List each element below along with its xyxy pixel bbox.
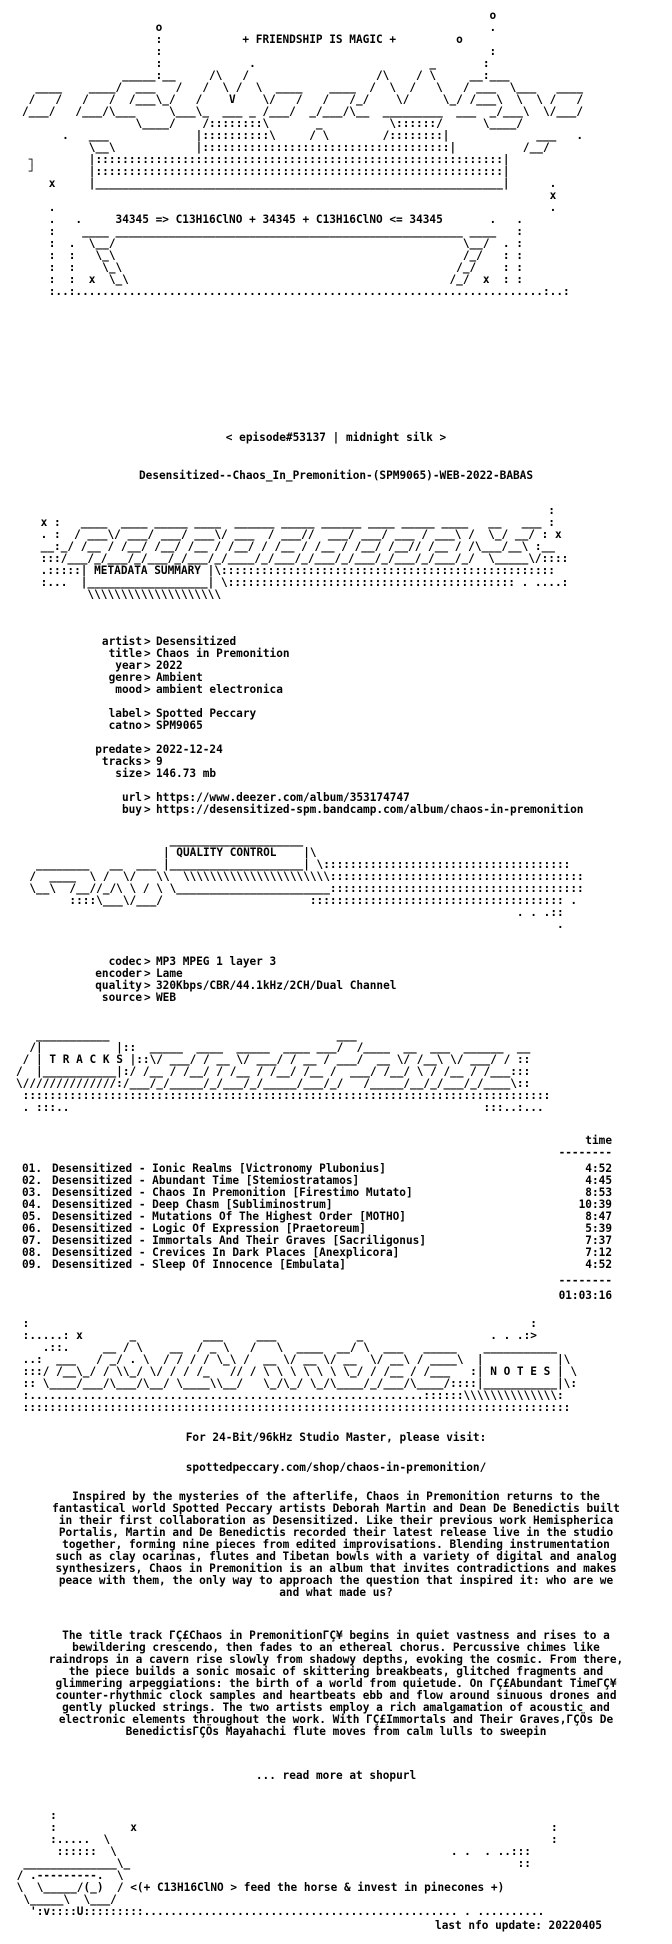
separator: >	[144, 755, 151, 768]
track-number: 01.	[22, 1162, 43, 1175]
notes-paragraph-1: Inspired by the mysteries of the afterlife, Chaos in Premonition returns to the fantastical world Spotted Peccary artists Deborah Martin and Dean De Benedictis built in their first collaboration as Desensitized. Like their previous work Hemispherica Portalis, Martin and De Benedictis recorded their latest release live in the studio together, forming nine pieces from edited improvisations. Blending instrumentation such as clay ocarinas, flutes and Tibetan bowls with a variety of digital and analog synthesizers, Chaos in Premonition is an album that invites contradictions and makes peace with them, the only way to approach the question that inspired it: who are we and what made us?	[52, 1490, 620, 1599]
separator: >	[144, 671, 151, 684]
friendship-tagline: + FRIENDSHIP IS MAGIC +	[242, 33, 397, 46]
quality-title: QUALITY CONTROL	[176, 846, 277, 859]
quality-row-quality	[0, 980, 672, 992]
separator: >	[144, 683, 151, 696]
quality-value: WEB	[156, 991, 177, 1004]
metadata-value: Spotted Peccary	[156, 707, 257, 720]
separator: >	[144, 803, 151, 816]
track-time: 8:53	[585, 1186, 612, 1199]
metadata-row-size	[0, 768, 672, 780]
metadata-row-mood	[0, 684, 672, 696]
metadata-value[interactable]: https://desensitized-spm.bandcamp.com/album/chaos-in-premonition	[156, 803, 584, 816]
quality-key: codec	[108, 955, 142, 968]
total-time-row	[22, 1290, 612, 1302]
separator: >	[144, 955, 151, 968]
track-row	[22, 1259, 612, 1271]
episode-line: < episode#53137 | midnight silk >	[225, 431, 447, 444]
tracks-header-art: ___________ ___ /| |:: _____ ____ _____ ____ ___/ /____ __ ___ ______ __ / | T R A C K S |::\/ ___/ / __ \/ ___/ / __ / ___/ __ \/ /__\ \/ ___/ / :: / |___________|:/ /__ / /__/ / /__ / /__/ /__ / ___/ /__/ \ / /__ / /___::: \//////////////:/___/_/_____/_/___/_/_____/___/_/ /_____/__/_/___/_/____\:: ::::::::::::::::::::::::::::::::::::::::::::::::::::::::::::::::::::::::::::::: . :::.. :::..:...	[16, 1029, 551, 1114]
track-title: Desensitized - Deep Chasm [Subliminostrum]	[52, 1198, 333, 1211]
track-number: 05.	[22, 1210, 43, 1223]
track-title: Desensitized - Immortals And Their Graves [Sacriligonus]	[52, 1234, 427, 1247]
separator: >	[144, 767, 151, 780]
track-title: Desensitized - Crevices In Dark Places [Anexplicora]	[52, 1246, 400, 1259]
quality-key: source	[101, 991, 142, 1004]
metadata-key: genre	[108, 671, 142, 684]
metadata-key: url	[121, 791, 142, 804]
metadata-row-tracks	[0, 756, 672, 768]
metadata-row-genre	[0, 672, 672, 684]
quality-key: quality	[95, 979, 142, 992]
read-more-link[interactable]: ... read more at shopurl	[255, 1769, 417, 1782]
metadata-row-year	[0, 660, 672, 672]
separator: >	[144, 979, 151, 992]
separator: >	[144, 659, 151, 672]
metadata-key: catno	[108, 719, 142, 732]
separator: >	[144, 991, 151, 1004]
quality-header-art: ____________________ | QUALITY CONTROL |\ ________ __ ___ |____________________| \::::::::::::::::::::::::::::::::::::: / ____ \ / \/ \\ \\\\\\\\\\\\\\\\\\\\\\:::::::::::::::::::::::::::::::::::::: \__\ /__//_/\ \ / \ \_______________________:::::::::::::::::::::::::::::::::::::: ::::\___\/___/ :::::::::::::::::::::::::::::::::::::: . . . .:: .	[29, 834, 584, 931]
studio-master-line: For 24-Bit/96kHz Studio Master, please visit:	[185, 1431, 487, 1444]
footer-art: : : x : :..... \ : :::::: \ . . . ..::: ______________\_ :: / .---------. \ \ \_____/(_) / <(+ C13H16ClNO > feed the horse & invest in pinecones +) \_____\ \___/ ':v::::U:::::::::............................................... . ..........	[16, 1809, 558, 1918]
metadata-key: size	[115, 767, 142, 780]
separator: >	[144, 743, 151, 756]
separator: >	[144, 967, 151, 980]
studio-master-url[interactable]: spottedpeccary.com/shop/chaos-in-premonition/	[185, 1461, 487, 1474]
release-name: Desensitized--Chaos_In_Premonition-(SPM9065)-WEB-2022-BABAS	[138, 469, 534, 482]
track-title: Desensitized - Ionic Realms [Victronomy Plubonius]	[52, 1162, 386, 1175]
track-title: Desensitized - Mutations Of The Highest Order [MOTHO]	[52, 1210, 406, 1223]
metadata-value: 146.73 mb	[156, 767, 217, 780]
track-number: 07.	[22, 1234, 43, 1247]
quality-value: 320Kbps/CBR/44.1kHz/2CH/Dual Channel	[156, 979, 397, 992]
metadata-row-catno	[0, 720, 672, 732]
notes-paragraph-2: The title track ΓÇ£Chaos in PremonitionΓÇ¥ begins in quiet vastness and rises to a bewildering crescendo, then fades to an ethereal chorus. Percussive chimes like raindrops in a cavern rise slowly from shadowy depths, evoking the cosmic. From there, the piece builds a sonic mosaic of skittering breakbeats, glitched fragments and glimmering arpeggiations: the birth of a world from quietude. On ΓÇ£Abundant TimeΓÇ¥ counter-rhythmic clock samples and heartbeats ebb and flow around sinuous drones and gently plucked strings. The two artists employ a rich amalgamation of acoustic and electronic elements throughout the work. With ΓÇ£Immortals and Their Graves,ΓÇÖs De BenedictisΓÇÖs Mayahachi flute moves from calm lulls to sweepin	[48, 1629, 624, 1738]
metadata-row-label	[0, 708, 672, 720]
metadata-value: 2022	[156, 659, 183, 672]
metadata-row-title	[0, 648, 672, 660]
separator: >	[144, 719, 151, 732]
quality-value: Lame	[156, 967, 183, 980]
metadata-value: Chaos in Premonition	[156, 647, 290, 660]
track-time: 5:39	[585, 1222, 612, 1235]
time-underline: --------	[558, 1146, 612, 1159]
metadata-title: METADATA SUMMARY	[94, 564, 201, 577]
track-time: 7:12	[585, 1246, 612, 1259]
track-number: 02.	[22, 1174, 43, 1187]
separator: >	[144, 647, 151, 660]
metadata-value: 9	[156, 755, 163, 768]
separator: >	[144, 707, 151, 720]
metadata-value: SPM9065	[156, 719, 203, 732]
metadata-key: year	[115, 659, 142, 672]
notes-header-art: : : :.....: x _ ___ ___ _ . . .:> .::. __ / \ __ / _ \ / \ ____ __/ \ ___ _____ ___________ ..: ___ / _/ . \ / / / / \_\ / __ \/ __ \/ __ \/ __\ / ____\ | |\ :::/ /__\_/ / \\_/ \/ / / /_ // / \ \ \ \ \ \ \_/ / /__ / /___ :| N O T E S | \ :: \____/___/\___/\__/ \____\\__/ \_/\_/ \_/\____/_/___/\____/::::|___________|\: :...........................................................::::::\\\\\\\\\\\\\\: ::::::::::::::::::::::::::::::::::::::::::::::::::::::::::::::::::::::::::::::::::	[22, 1317, 578, 1414]
track-number: 08.	[22, 1246, 43, 1259]
separator: >	[144, 791, 151, 804]
metadata-value: ambient electronica	[156, 683, 283, 696]
footer-slogan: <(+ C13H16ClNO > feed the horse & invest in pinecones +)	[130, 1881, 505, 1894]
metadata-value: 2022-12-24	[156, 743, 223, 756]
track-title: Desensitized - Chaos In Premonition [Firestimo Mutato]	[52, 1186, 413, 1199]
metadata-key: label	[108, 707, 142, 720]
metadata-key: tracks	[101, 755, 142, 768]
separator: >	[144, 635, 151, 648]
metadata-row-artist	[0, 636, 672, 648]
formula-line: 34345 => C13H16ClNO + 34345 + C13H16ClNO <= 34345	[115, 213, 443, 226]
metadata-row-predate	[0, 744, 672, 756]
metadata-key: predate	[95, 743, 142, 756]
track-time: 4:45	[585, 1174, 612, 1187]
banner-ascii-art: o o . : + FRIENDSHIP IS MAGIC + o : : : . _ : _____:__ /\ / /\ / \ __:___ ____ ____/ ___ / / \ / \ ____ ____ / \ / \ / ___ \___ ____ / / / / /___\_/ / V \/ / / /_/ \/ \_/ /___\ \ \ / / /___/ /___/\___ \___\_ ___ _ /___/ _/___/\__ _________ ___ _/___\ \/___/ \____/ /::::::::\ _ \::::::/ \____/ . ___ |::::::::::\ / \ /::::::::| ___ . \__\ |:::::::::::::::::::::::::::::::::::::| /__/ ┐ |:::::::::::::::::::::::::::::::::::::::::::::::::::::::::::::| ┘ |:::::::::::::::::::::::::::::::::::::::::::::::::::::::::::::| x |_____________________________________________________________| . x . . . . 34345 => C13H16ClNO + 34345 + C13H16ClNO <= 34345 . . : ____ ____________________________________________________ ____ : : . \__/ \__/ . : : : \_\ /_/ : : : : \_\ /_/ : : : : x \_\ /_/ x : : :..:......................................................................:..:	[22, 9, 584, 298]
track-number: 06.	[22, 1222, 43, 1235]
metadata-key: artist	[101, 635, 142, 648]
tracks-title: T R A C K S	[49, 1053, 123, 1066]
metadata-value: Ambient	[156, 671, 203, 684]
track-number: 09.	[22, 1258, 43, 1271]
track-time: 7:37	[585, 1234, 612, 1247]
track-time: 4:52	[585, 1258, 612, 1271]
track-time: 10:39	[578, 1198, 612, 1211]
track-number: 04.	[22, 1198, 43, 1211]
quality-value: MP3 MPEG 1 layer 3	[156, 955, 277, 968]
quality-row-source	[0, 992, 672, 1004]
metadata-key: title	[108, 647, 142, 660]
notes-title: N O T E S	[490, 1365, 551, 1378]
total-time: 01:03:16	[558, 1289, 612, 1302]
total-underline: --------	[558, 1274, 612, 1287]
metadata-row-buy	[0, 804, 672, 816]
track-number: 03.	[22, 1186, 43, 1199]
time-column-header: time	[585, 1134, 612, 1147]
metadata-value: Desensitized	[156, 635, 237, 648]
track-time: 4:52	[585, 1162, 612, 1175]
track-title: Desensitized - Logic Of Expression [Praetoreum]	[52, 1222, 366, 1235]
metadata-header-art: : x : ____ ____ _____ ____ ______ _____ ______ ____ _____ ____ __ ___ : . : / ___\/ ___/ ___/ ___\/ ___ / ___// ___/ ___/ ___ / ___\ / \_/ __/ : x __:_/ /__ / /__/ /__/ /__ / /__/ / /__ / /__ / /__/ /__// /__ / /\___/__\ :__ :::/___/_/___/_/___/_/___/_/____/_/___/_/___/_/___/_/___/_/___/_/ \_____\/:::: .:::::| METADATA SUMMARY |\:::::::::::::::::::::::::::::::::::::::::::::::::: :... |__________________| \::::::::::::::::::::::::::::::::::::::::::: . ....: \\\\\\\\\\\\\\\\\\\\	[40, 504, 569, 601]
metadata-key: mood	[115, 683, 142, 696]
metadata-value[interactable]: https://www.deezer.com/album/353174747	[156, 791, 410, 804]
quality-key: encoder	[95, 967, 142, 980]
track-title: Desensitized - Sleep Of Innocence [Embulata]	[52, 1258, 346, 1271]
track-title: Desensitized - Abundant Time [Stemiostratamos]	[52, 1174, 360, 1187]
last-update: last nfo update: 20220405	[435, 1919, 602, 1932]
metadata-key: buy	[121, 803, 142, 816]
track-time: 8:47	[585, 1210, 612, 1223]
